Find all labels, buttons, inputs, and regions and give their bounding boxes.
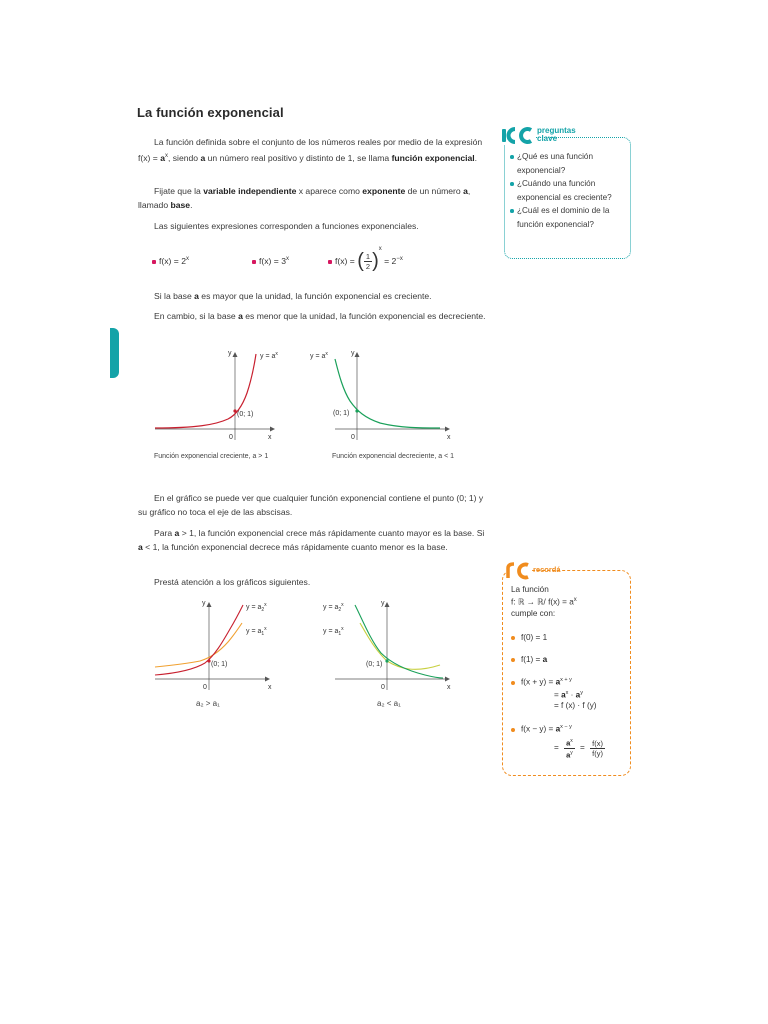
point-label: (0; 1) <box>333 410 350 417</box>
text: . <box>190 200 193 210</box>
bullet-icon <box>252 260 256 264</box>
recorda-item-4-fractions <box>554 737 605 759</box>
text: y <box>580 689 583 696</box>
origin-label: 0 <box>381 684 385 691</box>
text: x <box>341 626 344 632</box>
paragraph-creciente <box>138 289 486 303</box>
bullet-icon <box>511 636 515 640</box>
fraction <box>564 737 575 759</box>
text: cumple con: <box>511 608 556 618</box>
x-arrow-icon <box>445 427 450 432</box>
bullet-icon <box>328 260 332 264</box>
text: a <box>555 724 561 734</box>
text: base <box>170 200 191 210</box>
point-0-1 <box>385 659 388 662</box>
text: y = a <box>260 353 276 360</box>
text: a <box>200 152 206 163</box>
text: x <box>275 351 278 357</box>
origin-label: 0 <box>351 434 355 441</box>
fraction <box>590 739 605 758</box>
text: 1 <box>338 631 342 637</box>
text: · <box>568 690 576 700</box>
text: a <box>194 291 199 301</box>
text: 1 <box>365 252 371 262</box>
point-label: (0; 1) <box>211 661 228 668</box>
graph-creciente-comparacion <box>150 595 285 695</box>
text <box>564 737 575 749</box>
text: es mayor que la unidad, la función exponencial es creciente. <box>198 291 432 301</box>
text: f(1) = <box>521 655 543 664</box>
recorda-item-2 <box>511 654 547 665</box>
paragraph-punto <box>138 491 486 519</box>
paragraph-atencion <box>138 575 486 589</box>
text: x <box>325 351 328 357</box>
text: 1 <box>261 631 265 637</box>
y-arrow-icon <box>385 602 390 607</box>
text: un número real positivo y distinto de 1, se llama <box>205 152 392 163</box>
recorda-item-1 <box>511 632 547 643</box>
x-label: x <box>447 434 451 441</box>
text <box>511 675 597 688</box>
text: Prestá atención a los gráficos siguientes. <box>154 577 311 587</box>
text: x − y <box>560 724 572 730</box>
text: f(x) = 3 <box>259 256 286 266</box>
text: f(x + y) = <box>521 677 556 687</box>
text: f(x) = <box>335 256 355 266</box>
text: = <box>580 743 585 753</box>
text: x <box>570 738 573 744</box>
x-label: x <box>447 684 451 691</box>
text: Las siguientes expresiones corresponden a funciones exponenciales. <box>154 221 419 231</box>
text: x <box>285 256 289 263</box>
text: > 1, la función exponencial crece más rápidamente cuanto mayor es la base. Si <box>179 528 485 538</box>
curve-label-a1 <box>323 626 344 637</box>
paragraph-expressions <box>138 219 486 233</box>
text: 2 <box>338 607 342 613</box>
text: < 1, la función exponencial decrece más rápidamente cuanto menor es la base. <box>142 542 448 552</box>
x-arrow-icon <box>265 677 270 682</box>
text: a <box>160 152 165 163</box>
text: y = a <box>323 628 339 635</box>
curve-label <box>260 351 278 360</box>
x-label: x <box>268 684 272 691</box>
y-label: y <box>351 350 355 357</box>
text: y = a <box>246 628 262 635</box>
graph-decreciente-comparacion <box>305 595 465 695</box>
text <box>511 688 597 701</box>
text: La función <box>511 585 549 594</box>
text: f(x) <box>592 738 603 748</box>
recorda-item-3 <box>511 675 597 711</box>
caption-creciente: Función exponencial creciente, a > 1 <box>154 453 269 460</box>
recorda-intro <box>511 584 577 619</box>
text: x aparece como <box>296 186 363 196</box>
list-item: ¿Qué es una función exponencial? <box>510 150 628 177</box>
x-label: x <box>268 434 272 441</box>
text: exponente <box>362 186 406 196</box>
curve-label <box>310 351 328 360</box>
text: 2 <box>261 607 265 613</box>
text: a <box>555 677 561 687</box>
curve-green <box>335 359 440 428</box>
origin-label: 0 <box>203 684 207 691</box>
text: , llamado <box>138 186 471 210</box>
x-arrow-icon <box>445 677 450 682</box>
text: . <box>474 152 478 163</box>
text: Si la base <box>154 291 195 301</box>
curve-label-a1 <box>246 626 267 637</box>
text: x <box>264 602 267 608</box>
text <box>564 749 575 760</box>
curve-orange <box>155 623 242 667</box>
list-item: ¿Cuándo una función exponencial es creciente? <box>510 177 628 204</box>
text: clave <box>537 134 558 143</box>
text: a <box>138 542 143 552</box>
point-label: (0; 1) <box>366 661 383 668</box>
text: x <box>341 602 344 608</box>
curve-label-a2 <box>246 602 267 613</box>
text: , siendo <box>167 152 201 163</box>
fraction <box>364 252 372 271</box>
caption-decreciente: Función exponencial decreciente, a < 1 <box>332 453 454 460</box>
x-arrow-icon <box>270 427 275 432</box>
curve-label-a2 <box>323 602 344 613</box>
text: Para <box>154 528 175 538</box>
text: x <box>264 626 267 632</box>
text: a <box>463 186 468 196</box>
text: En el gráfico se puede ver que cualquier función exponencial contiene el punto (0; 1) y su gráfico no toca el eje de las abscisas. <box>138 493 484 517</box>
text: Fijate que la <box>154 186 204 196</box>
bullet-icon <box>511 681 515 685</box>
text: f(0) = 1 <box>521 633 548 642</box>
point-label: (0; 1) <box>237 411 254 418</box>
section-tab-marker <box>110 328 119 378</box>
text: = f (x) · f (y) <box>554 701 597 711</box>
text: a <box>566 750 571 759</box>
y-label: y <box>202 600 206 607</box>
text: y = a <box>323 604 339 611</box>
text: a <box>575 690 581 700</box>
paren-right: ) <box>372 250 379 273</box>
text: La función definida sobre el conjunto de los números reales por medio de la expresión f(x) = <box>138 137 483 163</box>
paren-left: ( <box>357 250 364 273</box>
example-half-x <box>328 246 403 273</box>
caption-a2-menor-a1: a₂ < a₁ <box>377 699 401 708</box>
text: x <box>573 597 577 603</box>
text: = <box>554 690 562 700</box>
graph-creciente <box>150 345 285 445</box>
text: es menor que la unidad, la función exponencial es decreciente. <box>242 311 486 321</box>
preguntas-list <box>510 150 628 231</box>
preguntas-clave-logo-icon <box>500 125 536 145</box>
text: = <box>554 743 559 753</box>
list-item: ¿Cuál es el dominio de la función exponencial? <box>510 204 628 231</box>
graph-decreciente <box>305 345 465 445</box>
recorda-logo-icon <box>506 562 532 580</box>
page-title: La función exponencial <box>137 105 284 120</box>
text: y = a <box>310 353 326 360</box>
text: x <box>378 246 382 252</box>
bullet-icon <box>152 260 156 264</box>
paragraph-rapidez <box>138 526 486 554</box>
text: x <box>185 256 189 263</box>
text: −x <box>396 256 403 263</box>
text: preguntas <box>537 126 576 135</box>
text: a <box>542 655 548 664</box>
text: a <box>174 528 180 538</box>
recorda-heading: recordá <box>533 565 561 574</box>
bullet-icon <box>511 728 515 732</box>
text <box>511 595 577 608</box>
recorda-item-4 <box>511 722 572 735</box>
text: a <box>238 311 243 321</box>
text: x + y <box>560 677 572 683</box>
y-label: y <box>381 600 385 607</box>
text: de un número <box>405 186 464 196</box>
text: 2 <box>365 262 371 272</box>
y-arrow-icon <box>207 602 212 607</box>
example-2x <box>152 256 189 266</box>
text: = 2 <box>384 256 397 266</box>
text: f(y) <box>592 748 603 758</box>
text: x <box>565 689 569 696</box>
text: y <box>570 749 573 756</box>
point-0-1 <box>355 409 358 412</box>
bullet-icon <box>511 658 515 662</box>
text: y = a <box>246 604 262 611</box>
paragraph-definition <box>138 135 486 165</box>
example-3x <box>252 256 289 266</box>
text: a <box>566 738 571 748</box>
y-label: y <box>228 350 232 357</box>
text: f: ℝ → ℝ/ f(x) = a <box>511 597 574 607</box>
text: En cambio, si la base <box>154 311 239 321</box>
paragraph-variable <box>138 184 486 212</box>
text: función exponencial <box>391 152 475 163</box>
text: variable independiente <box>203 186 297 196</box>
text: f(x − y) = <box>521 724 556 734</box>
text: f(x) = 2 <box>159 256 186 266</box>
paragraph-decreciente <box>138 309 486 323</box>
y-arrow-icon <box>233 352 238 357</box>
preguntas-clave-heading <box>537 127 576 143</box>
text: a <box>561 690 566 700</box>
origin-label: 0 <box>229 434 233 441</box>
text: x <box>164 153 168 159</box>
y-arrow-icon <box>355 352 360 357</box>
caption-a2-mayor-a1: a₂ > a₁ <box>196 699 220 708</box>
